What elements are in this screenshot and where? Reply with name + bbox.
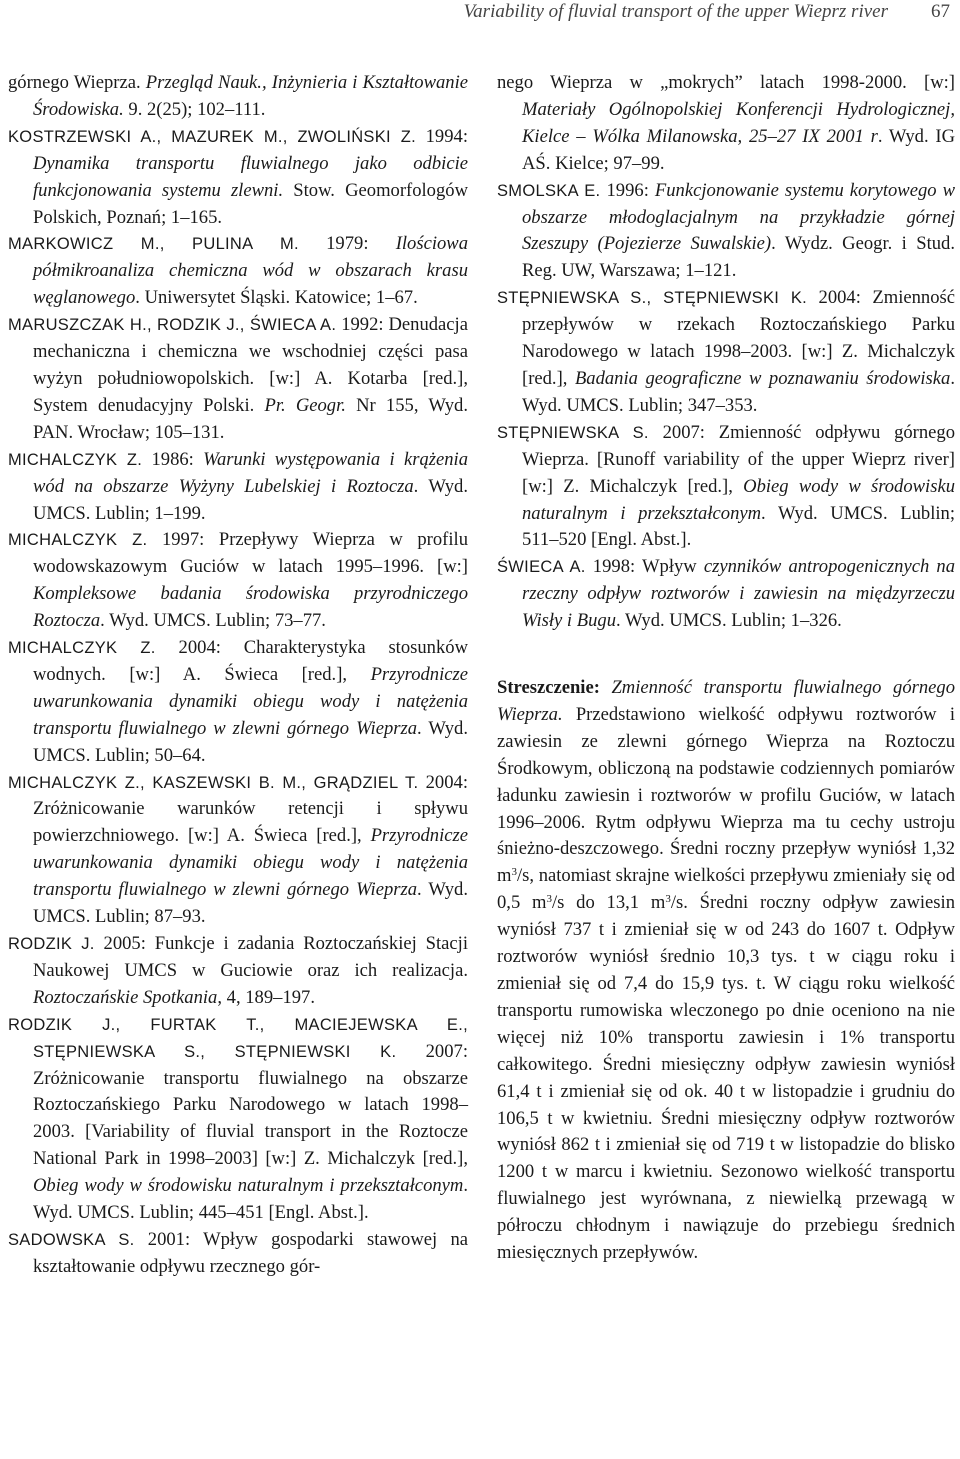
reference-item: MICHALCZYK Z. 1997: Przepływy Wieprza w profilu wodowskazowym Guciów w latach 1995‒1996. [w:] Kompleksowe badania środowiska przyrodniczego Roztocza. Wyd. UMCS. Lublin; 73‒77. xyxy=(8,529,468,632)
reference-item: KOSTRZEWSKI A., MAZUREK M., ZWOLIŃSKI Z. 1994: Dynamika transportu fluwialnego jako odbicie funkcjonowania systemu zlewni. Stow. Geomorfologów Polskich, Poznań; 1‒165. xyxy=(8,125,468,228)
reference-item: MARUSZCZAK H., RODZIK J., ŚWIECA A. 1992: Denudacja mechaniczna i chemiczna we wschodniej części pasa wyżyn południowopolskich. [w:] A. Kotarba [red.], System denudacyjny Polski. Pr. Geogr. Nr 155, Wyd. PAN. Wrocław; 105‒131. xyxy=(8,314,468,443)
reference-item: SADOWSKA S. 2001: Wpływ gospodarki stawowej na kształtowanie odpływu rzecznego gór- xyxy=(8,1228,468,1277)
reference-item: STĘPNIEWSKA S., STĘPNIEWSKI K. 2004: Zmienność przepływów w rzekach Roztoczańskiego Parku Narodowego w latach 1998‒2003. [w:] Z. Michalczyk [red.], Badania geograficzne w poznawaniu środowiska. Wyd. UMCS. Lublin; 347‒353. xyxy=(497,287,955,416)
references-column-left xyxy=(8,70,468,1281)
reference-item: MARKOWICZ M., PULINA M. 1979: Ilościowa półmikroanaliza chemiczna wód w obszarach krasu węglanowego. Uniwersytet Śląski. Katowice; 1‒67. xyxy=(8,233,468,309)
summary-paragraph: Streszczenie: Zmienność transportu fluwialnego górnego Wieprza. Przedstawiono wielkość odpływu roztworów i zawiesin ze zlewni górnego Wieprza na Roztoczu Środkowym, obliczoną na podstawie codziennych pomiarów ładunku zawiesin i roztworów w profilu Guciów, w latach 1996‒2006. Rytm odpływu Wieprza ma tu cechy ustroju śnieżno-deszczowego. Średni roczny przepływ wyniósł 1,32 $m^3/s$, natomiast skrajne wielkości przepływu zmieniały się od 0,5 $m^3/s$ do 13,1 $m^3/s$. Średni roczny odpływ zawiesin wyniósł 737 t i zmieniał się w od 243 do 1607 t. Odpływ roztworów wyniósł średnio 10,3 tys. t w ciągu roku i zmieniał się od 7,4 do 15,9 tys. t. W ciągu roku wielkość transportu rumowiska wleczonego po dnie oceniono na nie więcej niż 10% transportu zawiesin i 1% transportu całkowitego. Średni miesięczny odpływ zawiesin wyniósł 61,4 t i zmieniał się od ok. 40 t w listopadzie i grudniu do 106,5 t w kwietniu. Średni miesięczny odpływ roztworów wyniósł 862 t i zmieniał się od 719 t w listopadzie do blisko 1200 t w marcu i kwietniu. Sezonowo wielkość transportu fluwialnego jest wyrównana, z niewielką przewagą w półroczu chłodnym i nawiązuje do przebiegu średnich miesięcznych przepływów. xyxy=(497,677,955,1264)
page-number: 67 xyxy=(931,1,950,22)
running-header xyxy=(0,0,960,28)
reference-item: RODZIK J. 2005: Funkcje i zadania Roztoczańskiej Stacji Naukowej UMCS w Guciowie oraz ich realizacja. Roztoczańskie Spotkania, 4, 189‒197. xyxy=(8,933,468,1008)
running-title: Variability of fluvial transport of the upper Wieprz river xyxy=(463,1,888,22)
reference-item: MICHALCZYK Z. 1986: Warunki występowania i krążenia wód na obszarze Wyżyny Lubelskiej i Roztocza. Wyd. UMCS. Lublin; 1‒199. xyxy=(8,448,469,524)
reference-item: STĘPNIEWSKA S. 2007: Zmienność odpływu górnego Wieprza. [Runoff variability of the upper Wieprz river] [w:] Z. Michalczyk [red.], Obieg wody w środowisku naturalnym i przekształconym. Wyd. UMCS. Lublin; 511‒520 [Engl. Abst.]. xyxy=(497,421,955,551)
references-column-right xyxy=(497,70,955,1267)
reference-item: nego Wieprza w „mokrych” latach 1998-2000. [w:] Materiały Ogólnopolskiej Konferencji Hydrologicznej, Kielce ‒ Wólka Milanowska, 25‒27 IX 2001 r. Wyd. IG AŚ. Kielce; 97‒99. xyxy=(497,72,955,174)
reference-item: MICHALCZYK Z. 2004: Charakterystyka stosunków wodnych. [w:] A. Świeca [red.], Przyrodnicze uwarunkowania dynamiki obiegu wody i natężenia transportu fluwialnego w zlewni górnego Wieprza. Wyd. UMCS. Lublin; 50‒64. xyxy=(8,637,468,766)
reference-item: ŚWIECA A. 1998: Wpływ czynników antropogenicznych na rzeczny odpływ roztworów i zawiesin na międzyrzeczu Wisły i Bugu. Wyd. UMCS. Lublin; 1‒326. xyxy=(497,556,955,632)
summary-title: Zmienność transportu fluwialnego górnego Wieprza. xyxy=(497,677,955,725)
reference-item: RODZIK J., FURTAK T., MACIEJEWSKA E., STĘPNIEWSKA S., STĘPNIEWSKI K. 2007: Zróżnicowanie transportu fluwialnego na obszarze Roztoczańskiego Parku Narodowego w latach 1998‒2003. [Variability of fluvial transport in the Roztocze National Park in 1998‒2003] [w:] Z. Michalczyk [red.], Obieg wody w środowisku naturalnym i przekształconym. Wyd. UMCS. Lublin; 445‒451 [Engl. Abst.]. xyxy=(8,1015,468,1224)
reference-item: MICHALCZYK Z., KASZEWSKI B. M., GRĄDZIEL T. 2004: Zróżnicowanie warunków retencji i spływu powierzchniowego. [w:] A. Świeca [red.], Przyrodnicze uwarunkowania dynamiki obiegu wody i natężenia transportu fluwialnego w zlewni górnego Wieprza. Wyd. UMCS. Lublin; 87‒93. xyxy=(8,771,468,928)
reference-item: SMOLSKA E. 1996: Funkcjonowanie systemu korytowego w obszarze młodoglacjalnym na przykładzie górnej Szeszupy (Pojezierze Suwalskie). Wydz. Geogr. i Stud. Reg. UW, Warszawa; 1‒121. xyxy=(497,179,955,282)
summary-label: Streszczenie: xyxy=(497,677,600,699)
reference-item: górnego Wieprza. Przegląd Nauk., Inżynieria i Kształtowanie Środowiska. 9. 2(25); 102‒111. xyxy=(8,72,468,120)
